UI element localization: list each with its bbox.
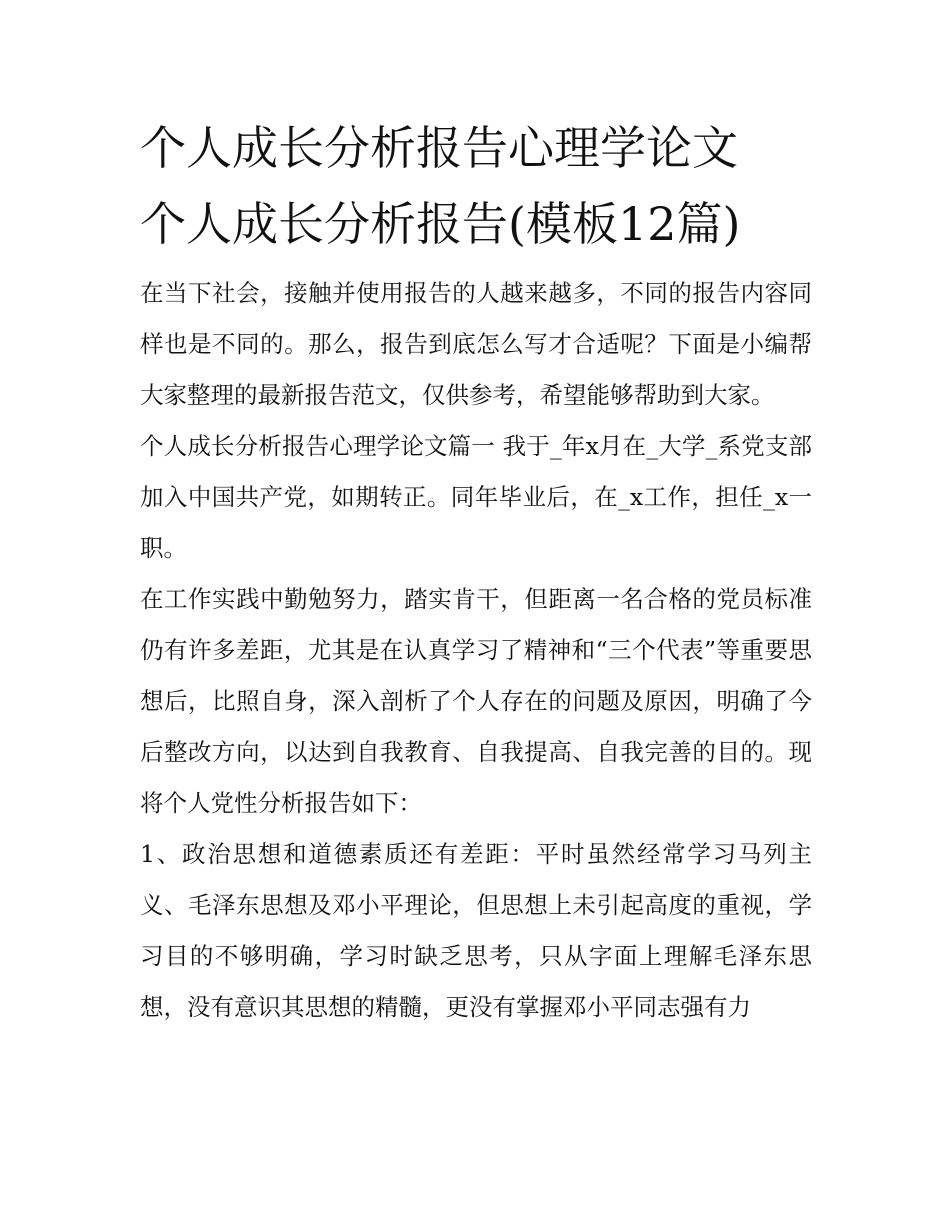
document-title (140, 110, 812, 262)
title-line-2: 个人成长分析报告(模板12篇) (140, 197, 741, 251)
intro-paragraph: 在当下社会，接触并使用报告的人越来越多，不同的报告内容同样也是不同的。那么，报告到底怎么写才合适呢？下面是小编帮大家整理的最新报告范文，仅供参考，希望能够帮助到大家。 (140, 279, 812, 409)
point-one-paragraph: 1、政治思想和道德素质还有差距：平时虽然经常学习马列主义、毛泽东思想及邓小平理论，但思想上未引起高度的重视，学习目的不够明确，学习时缺乏思考，只从字面上理解毛泽东思想，没有意识其思想的精髓，更没有掌握邓小平同志强有力 (140, 840, 812, 1021)
work-practice-paragraph: 在工作实践中勤勉努力，踏实肯干，但距离一名合格的党员标准仍有许多差距，尤其是在认真学习了精神和“三个代表”等重要思想后，比照自身，深入剖析了个人存在的问题及原因，明确了今后整改方向，以达到自我教育、自我提高、自我完善的目的。现将个人党性分析报告如下： (140, 585, 812, 817)
document-body (140, 110, 812, 1033)
section-one-paragraph: 个人成长分析报告心理学论文篇一 我于_年x月在_大学_系党支部加入中国共产党，如期转正。同年毕业后，在_x工作，担任_x一职。 (140, 432, 812, 562)
title-line-1: 个人成长分析报告心理学论文 (140, 121, 738, 175)
